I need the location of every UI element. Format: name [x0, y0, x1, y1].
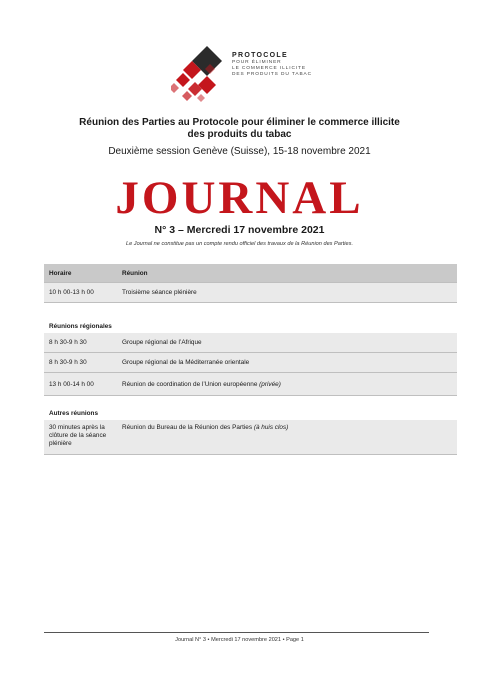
row-meeting [120, 424, 457, 432]
row-meeting-text: Réunion du Bureau de la Réunion des Parties [122, 424, 253, 431]
page-footer: Journal N° 3 • Mercredi 17 novembre 2021 • Page 1 [175, 637, 304, 643]
row-time-line-1: 30 minutes après la [49, 424, 105, 431]
row-meeting-note: (privée) [259, 380, 281, 388]
row-time [44, 424, 120, 448]
table-row [44, 420, 457, 455]
meeting-title [0, 117, 479, 141]
row-time: 8 h 30-9 h 30 [49, 359, 87, 366]
logo-subtitle-1: POUR ÉLIMINER [232, 59, 282, 65]
protocol-logo [171, 44, 231, 104]
row-time: 10 h 00-13 h 00 [49, 289, 94, 296]
issue-number: N° 3 – Mercredi 17 novembre 2021 [154, 224, 325, 236]
meeting-title-line-1: Réunion des Parties au Protocole pour éliminer le commerce illicite [79, 117, 400, 128]
row-time-line-2: clôture de la séance [49, 432, 107, 439]
logo-subtitle-2: LE COMMERCE ILLICITE [232, 65, 306, 71]
row-meeting: Troisième séance plénière [122, 289, 197, 296]
logo-text [232, 52, 312, 78]
row-meeting-note: (à huis clos) [253, 424, 289, 431]
meeting-title-line-2: des produits du tabac [187, 129, 292, 140]
footer-divider [44, 632, 429, 633]
row-meeting: Groupe régional de la Méditerranée orientale [122, 359, 250, 366]
other-table [44, 420, 457, 455]
disclaimer: Le Journal ne constitue pas un compte rendu officiel des travaux de la Réunion des Parties. [126, 241, 353, 247]
row-meeting-text: Réunion de coordination de l’Union européenne [122, 380, 258, 388]
column-header-time: Horaire [49, 269, 72, 277]
section-label-regional: Réunions régionales [49, 323, 112, 330]
logo-subtitle-3: DES PRODUITS DU TABAC [232, 72, 313, 78]
journal-title: JOURNAL [115, 172, 364, 224]
row-meeting [120, 381, 457, 388]
section-label-other: Autres réunions [49, 410, 99, 417]
column-header-meeting: Réunion [122, 269, 148, 277]
table-row [44, 353, 457, 373]
table-row [44, 283, 457, 303]
row-time: 13 h 00-14 h 00 [49, 380, 94, 388]
row-time-line-3: plénière [49, 440, 72, 447]
schedule-table [44, 264, 457, 303]
logo-title: PROTOCOLE [232, 52, 288, 59]
session-info: Deuxième session Genève (Suisse), 15-18 novembre 2021 [108, 146, 371, 157]
table-row [44, 373, 457, 396]
table-row [44, 333, 457, 353]
row-meeting: Groupe régional de l’Afrique [122, 339, 202, 346]
table-header [44, 264, 457, 283]
row-time: 8 h 30-9 h 30 [49, 339, 87, 346]
regional-table [44, 333, 457, 396]
